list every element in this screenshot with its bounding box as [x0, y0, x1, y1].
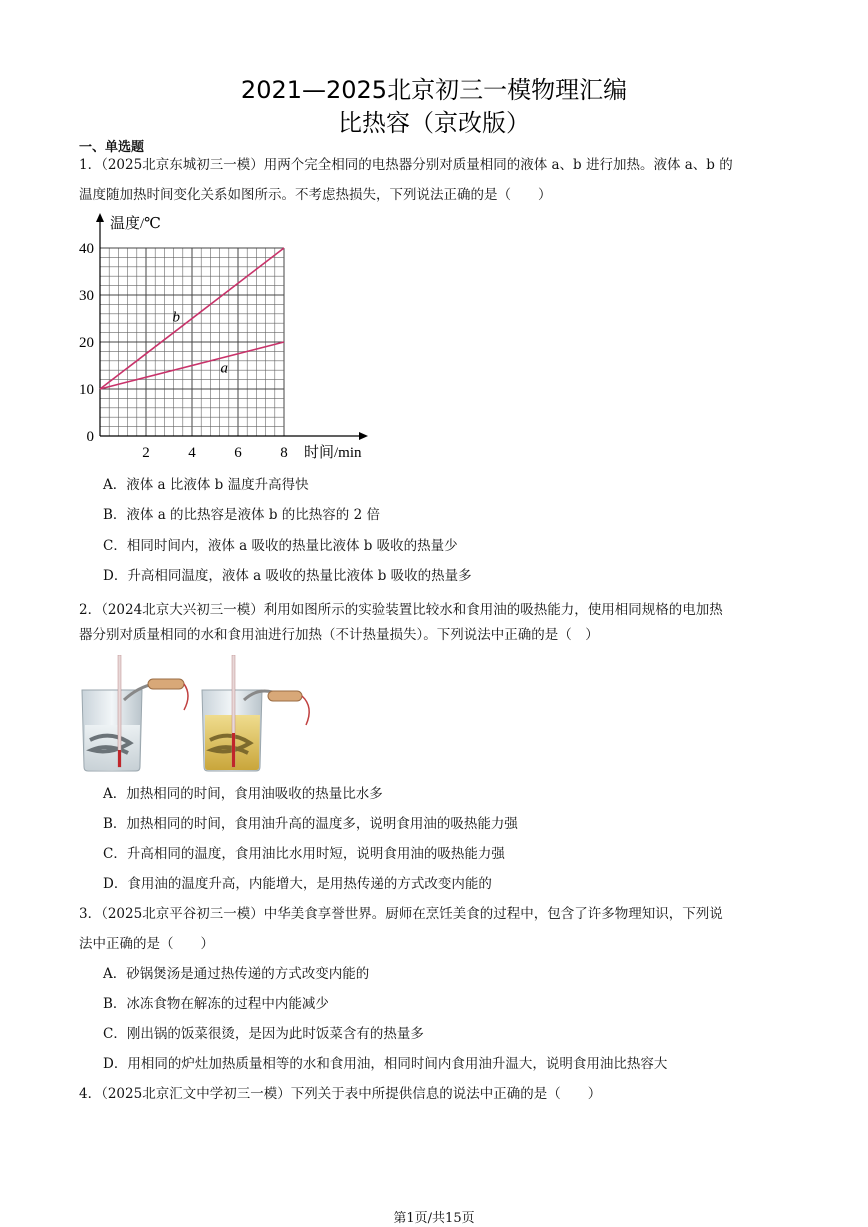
question-1-option-b[interactable]: B．液体 a 的比热容是液体 b 的比热容的 2 倍	[103, 507, 380, 523]
document-subtitle: 比热容（京改版）	[338, 109, 530, 137]
y-tick-label: 20	[79, 335, 94, 351]
x-tick-label: 4	[188, 445, 196, 461]
series-label-a: a	[220, 360, 228, 377]
question-2-option-b[interactable]: B．加热相同的时间，食用油升高的温度多，说明食用油的吸热能力强	[103, 816, 518, 832]
question-1-option-c[interactable]: C．相同时间内，液体 a 吸收的热量比液体 b 吸收的热量少	[103, 538, 458, 554]
question-2-option-d[interactable]: D．食用油的温度升高，内能增大，是用热传递的方式改变内能的	[103, 876, 492, 892]
question-1-option-a[interactable]: A．液体 a 比液体 b 温度升高得快	[103, 477, 309, 493]
question-2-stem-line1: 2．（2024北京大兴初三一模）利用如图所示的实验装置比较水和食用油的吸热能力，使用相同规格的电加热	[79, 602, 723, 618]
temperature-time-chart	[75, 208, 385, 470]
question-2-option-a[interactable]: A．加热相同的时间，食用油吸收的热量比水多	[103, 786, 383, 802]
question-4-stem-line1: 4．（2025北京汇文中学初三一模）下列关于表中所提供信息的说法中正确的是（ ）	[79, 1086, 602, 1102]
beaker-experiment-photo	[80, 655, 330, 775]
x-axis-arrow	[359, 432, 368, 440]
x-axis-label: 时间/min	[304, 445, 362, 461]
question-3-option-c[interactable]: C．刚出锅的饭菜很烫，是因为此时饭菜含有的热量多	[103, 1026, 424, 1042]
question-3-option-a[interactable]: A．砂锅煲汤是通过热传递的方式改变内能的	[103, 966, 370, 982]
question-3-stem-line1: 3．（2025北京平谷初三一模）中华美食享誉世界。厨师在烹饪美食的过程中，包含了许多物理知识，下列说	[79, 906, 723, 922]
series-label-b: b	[172, 309, 180, 326]
origin-label: 0	[86, 429, 94, 445]
x-tick-label: 2	[142, 445, 150, 461]
question-1-option-d[interactable]: D．升高相同温度，液体 a 吸收的热量比液体 b 吸收的热量多	[103, 568, 472, 584]
question-3-option-d[interactable]: D．用相同的炉灶加热质量相等的水和食用油，相同时间内食用油升温大，说明食用油比热容大	[103, 1056, 668, 1072]
question-3-stem-line2: 法中正确的是（ ）	[79, 936, 214, 952]
section-heading: 一、单选题	[79, 140, 145, 155]
x-tick-label: 8	[280, 445, 288, 461]
document-title: 2021—2025北京初三一模物理汇编	[240, 76, 628, 104]
chart-labels	[79, 214, 362, 461]
y-tick-label: 10	[79, 382, 94, 398]
y-tick-label: 30	[79, 288, 94, 304]
question-2-stem-line2: 器分别对质量相同的水和食用油进行加热（不计热量损失）。下列说法中正确的是（ ）	[79, 627, 599, 643]
question-1-stem-line2: 温度随加热时间变化关系如图所示。不考虑热损失，下列说法正确的是（ ）	[79, 187, 552, 203]
y-tick-label: 40	[79, 241, 94, 257]
water-beaker	[82, 655, 188, 771]
chart-grid	[100, 248, 284, 436]
oil-beaker	[202, 655, 309, 771]
x-tick-label: 6	[234, 445, 242, 461]
question-1-stem-line1: 1．（2025北京东城初三一模）用两个完全相同的电热器分别对质量相同的液体 a、b 进行加热。液体 a、b 的	[79, 157, 733, 173]
question-3-option-b[interactable]: B．冰冻食物在解冻的过程中内能减少	[103, 996, 329, 1012]
y-axis-arrow	[96, 213, 104, 222]
page-footer: 第1页/共15页	[393, 1211, 475, 1226]
y-axis-label: 温度/℃	[110, 216, 161, 232]
question-2-option-c[interactable]: C．升高相同的温度，食用油比水用时短，说明食用油的吸热能力强	[103, 846, 505, 862]
